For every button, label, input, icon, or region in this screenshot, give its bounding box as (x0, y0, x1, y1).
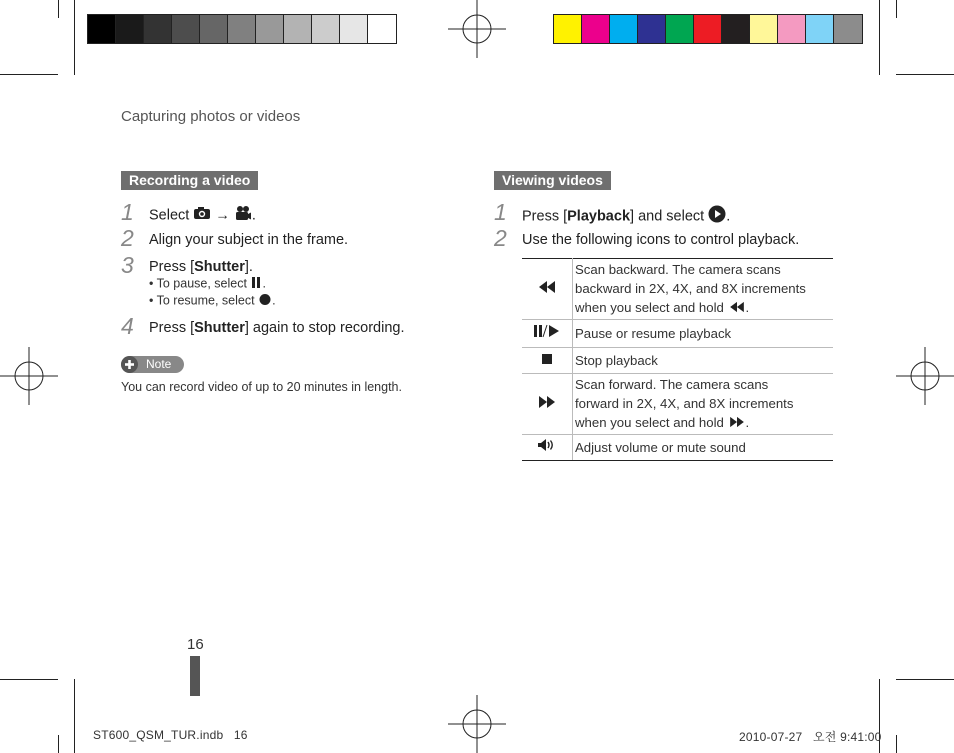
step-1 (121, 199, 256, 226)
table-row (522, 259, 833, 320)
note-text: You can record video of up to 20 minutes in length. (121, 380, 402, 394)
crop-mark (896, 74, 954, 75)
rewind-icon (522, 259, 573, 320)
cell-line: backward in 2X, 4X, and 8X increments (575, 281, 806, 296)
step-number: 3 (121, 252, 134, 278)
pause-play-icon (522, 320, 573, 348)
color-swatch (554, 15, 582, 43)
color-swatch (144, 15, 172, 43)
page-number: 16 (187, 636, 204, 653)
bullet-resume: • To resume, select . (149, 293, 276, 308)
crop-mark (0, 74, 58, 75)
color-swatch (806, 15, 834, 43)
fast-forward-icon (728, 414, 746, 433)
color-swatch (694, 15, 722, 43)
table-cell (573, 320, 834, 348)
playback-controls-table (522, 258, 833, 461)
crop-mark (896, 735, 897, 753)
cell-line: when you select and hold (575, 300, 724, 315)
color-swatch (116, 15, 144, 43)
table-row (522, 348, 833, 374)
color-swatch (284, 15, 312, 43)
table-row (522, 320, 833, 348)
footer-timestamp: 2010-07-27 오전 9:41:00 (739, 730, 882, 744)
color-swatch (88, 15, 116, 43)
step-text: ] and select (630, 208, 705, 225)
color-swatch (666, 15, 694, 43)
volume-icon (522, 435, 573, 461)
color-swatch (340, 15, 368, 43)
cell-line: Adjust volume or mute sound (575, 440, 746, 456)
process-color-bar (553, 14, 863, 44)
step-number: 4 (121, 313, 134, 339)
step-text: Press [ (522, 208, 568, 225)
crop-mark (896, 679, 954, 680)
page-tab-bar (190, 656, 200, 696)
registration-mark-bottom (448, 695, 506, 753)
cell-line: Stop playback (575, 353, 658, 369)
footer-file: ST600_QSM_TUR.indb 16 (93, 728, 248, 742)
step-2 (121, 225, 349, 252)
registration-mark-right (896, 347, 954, 405)
play-icon (708, 205, 726, 228)
cell-line: Pause or resume playback (575, 326, 732, 342)
step-text: Align your subject in the frame. (149, 232, 349, 248)
step-4 (121, 313, 405, 340)
shutter-label: Shutter (194, 320, 245, 336)
table-cell (573, 259, 834, 320)
table-cell (573, 374, 834, 435)
bullet-text: To resume, select (156, 293, 255, 308)
color-swatch (312, 15, 340, 43)
rewind-icon (728, 299, 746, 318)
crop-mark (74, 679, 75, 753)
cell-end: . (745, 300, 750, 315)
cell-line: Scan forward. The camera scans (575, 377, 769, 393)
step-number: 1 (494, 199, 507, 225)
registration-mark-top (448, 0, 506, 58)
bullet-text: To pause, select (156, 276, 247, 291)
registration-mark-left (0, 347, 58, 405)
crop-mark (0, 679, 58, 680)
color-swatch (172, 15, 200, 43)
step-suffix: . (251, 207, 256, 224)
color-swatch (582, 15, 610, 43)
color-swatch (778, 15, 806, 43)
pause-icon (250, 276, 262, 292)
table-row (522, 374, 833, 435)
color-swatch (368, 15, 396, 43)
note-label: Note (146, 357, 172, 371)
fast-forward-icon (522, 374, 573, 435)
bullet-end: . (272, 293, 276, 308)
plus-circle-icon (121, 356, 138, 373)
step-1 (494, 199, 731, 228)
crop-mark (896, 0, 897, 18)
video-camera-icon (234, 205, 252, 226)
section-title-viewing: Viewing videos (494, 171, 611, 190)
camera-icon (193, 206, 211, 225)
arrow-glyph: → (215, 207, 230, 224)
color-swatch (638, 15, 666, 43)
step-suffix: ] again to stop recording. (244, 320, 405, 336)
step-number: 2 (494, 225, 507, 251)
step-number: 2 (121, 225, 134, 251)
color-swatch (256, 15, 284, 43)
color-swatch (200, 15, 228, 43)
crop-mark (879, 0, 880, 75)
color-swatch (750, 15, 778, 43)
grayscale-color-bar (87, 14, 397, 44)
color-swatch (834, 15, 862, 43)
section-title-recording: Recording a video (121, 171, 258, 190)
color-swatch (610, 15, 638, 43)
cell-end: . (745, 415, 750, 431)
cell-line: when you select and hold (575, 415, 724, 431)
crop-mark (58, 0, 59, 18)
cell-line: forward in 2X, 4X, and 8X increments (575, 396, 794, 412)
table-row (522, 435, 833, 461)
color-swatch (228, 15, 256, 43)
table-cell (573, 435, 834, 461)
playback-label: Playback (567, 208, 631, 225)
step-suffix: ]. (244, 259, 253, 275)
step-text: Press [ (149, 259, 195, 275)
cell-line: Scan backward. The camera scans (575, 262, 781, 277)
bullet-pause: • To pause, select . (149, 276, 266, 291)
shutter-label: Shutter (194, 259, 245, 275)
crop-mark (58, 735, 59, 753)
crop-mark (74, 0, 75, 75)
step-2 (494, 225, 800, 252)
note-badge (121, 356, 184, 373)
step-text: Select (149, 207, 190, 224)
bullet-end: . (262, 276, 266, 291)
record-icon (258, 293, 272, 309)
step-text: Press [ (149, 320, 195, 336)
step-text: Use the following icons to control playback. (522, 232, 800, 248)
step-number: 1 (121, 199, 134, 225)
page-header: Capturing photos or videos (121, 108, 301, 125)
table-cell (573, 348, 834, 374)
step-suffix: . (726, 208, 731, 225)
stop-icon (522, 348, 573, 374)
color-swatch (722, 15, 750, 43)
